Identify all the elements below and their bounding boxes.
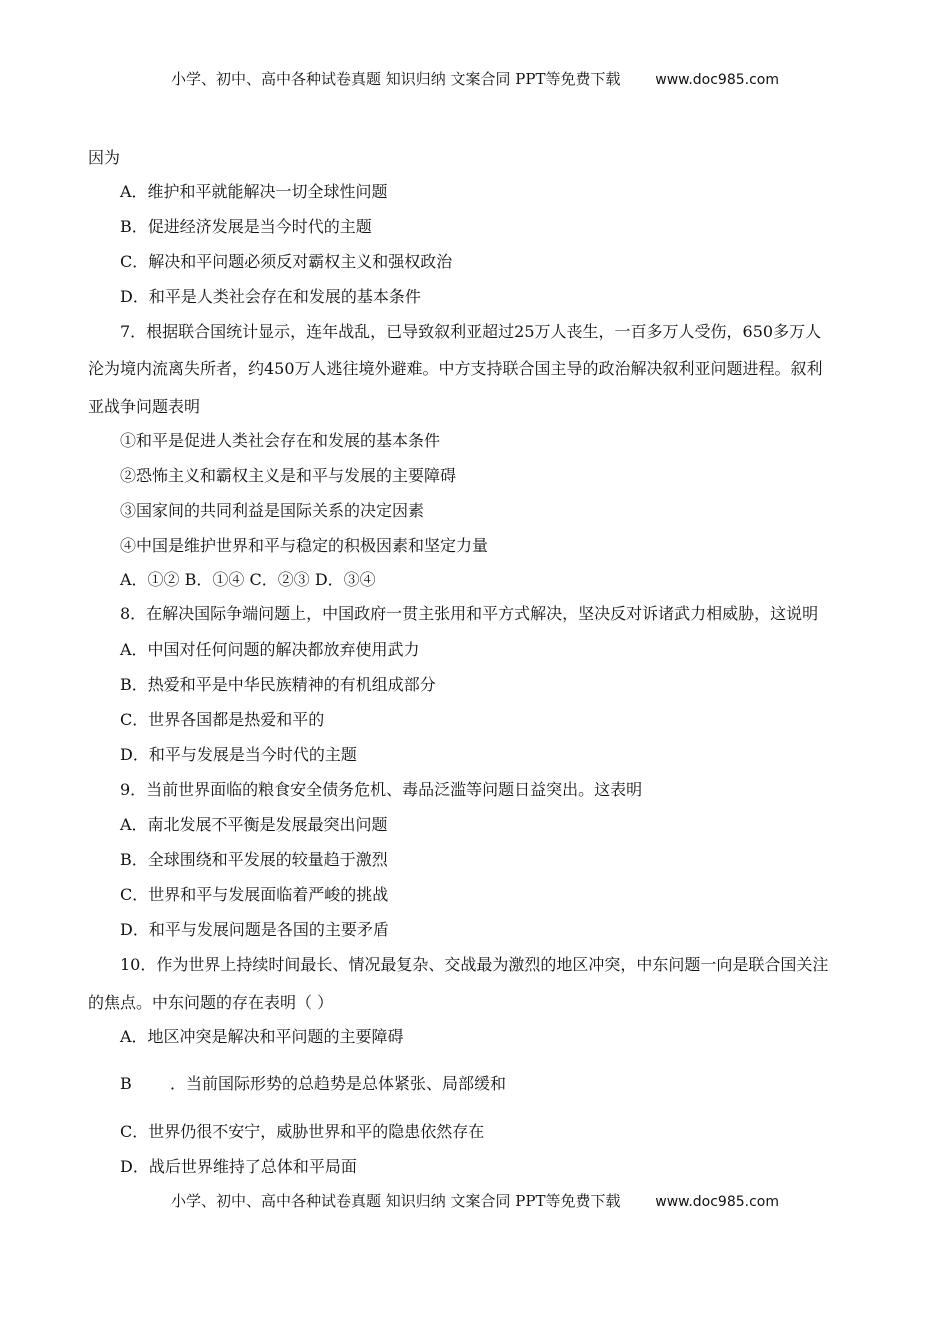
q8-option-c: C．世界各国都是热爱和平的 (120, 710, 325, 729)
q7-statement-1: ①和平是促进人类社会存在和发展的基本条件 (120, 431, 441, 450)
q6-option-d: D．和平是人类社会存在和发展的基本条件 (120, 287, 421, 306)
q10-option-a: A．地区冲突是解决和平问题的主要障碍 (120, 1027, 404, 1046)
q10-stem-line2: 的焦点。中东问题的存在表明（ ） (88, 993, 334, 1012)
q9-option-d: D．和平与发展问题是各国的主要矛盾 (120, 920, 389, 939)
q8-stem: 8．在解决国际争端问题上，中国政府一贯主张用和平方式解决，坚决反对诉诸武力相威胁，这说明 (120, 604, 819, 623)
q9-option-c: C．世界和平与发展面临着严峻的挑战 (120, 885, 389, 904)
q7-options: A．①② B．①④ C．②③ D．③④ (120, 570, 376, 589)
q6-option-b: B．促进经济发展是当今时代的主题 (120, 217, 372, 236)
q6-option-c: C．解决和平问题必须反对霸权主义和强权政治 (120, 252, 453, 271)
page-footer (0, 1190, 950, 1211)
q7-stem-line2: 沦为境内流离失所者，约450万人逃往境外避难。中方支持联合国主导的政治解决叙利亚问题进程。叙利 (88, 359, 823, 378)
q8-option-b: B．热爱和平是中华民族精神的有机组成部分 (120, 675, 436, 694)
footer-site: www.doc985.com (655, 1194, 780, 1210)
q8-option-d: D．和平与发展是当今时代的主题 (120, 745, 357, 764)
q7-statement-2: ②恐怖主义和霸权主义是和平与发展的主要障碍 (120, 466, 457, 485)
q7-stem-line1: 7．根据联合国统计显示，连年战乱，已导致叙利亚超过25万人丧生，一百多万人受伤，650多万人 (120, 322, 822, 341)
q7-statement-3: ③国家间的共同利益是国际关系的决定因素 (120, 501, 425, 520)
q9-option-a: A．南北发展不平衡是发展最突出问题 (120, 815, 388, 834)
q10-option-b: ．当前国际形势的总趋势是总体紧张、局部缓和 (170, 1074, 507, 1093)
q10-option-c: C．世界仍很不安宁，威胁世界和平的隐患依然存在 (120, 1122, 485, 1141)
header-site: www.doc985.com (655, 72, 780, 88)
q10-option-d: D．战后世界维持了总体和平局面 (120, 1157, 357, 1176)
q6-option-a: A．维护和平就能解决一切全球性问题 (120, 182, 388, 201)
header-text: 小学、初中、高中各种试卷真题 知识归纳 文案合同 PPT等免费下载 (170, 70, 621, 88)
q10-stem-line1: 10．作为世界上持续时间最长、情况最复杂、交战最为激烈的地区冲突，中东问题一向是联合国关注 (120, 955, 829, 974)
q9-option-b: B．全球围绕和平发展的较量趋于激烈 (120, 850, 388, 869)
q6-stem-tail: 因为 (88, 148, 121, 167)
q8-option-a: A．中国对任何问题的解决都放弃使用武力 (120, 640, 420, 659)
footer-text: 小学、初中、高中各种试卷真题 知识归纳 文案合同 PPT等免费下载 (170, 1192, 621, 1210)
q9-stem: 9．当前世界面临的粮食安全债务危机、毒品泛滥等问题日益突出。这表明 (120, 780, 643, 799)
page-header (0, 68, 950, 89)
q10-option-b-letter: B (120, 1074, 132, 1093)
q7-stem-line3: 亚战争问题表明 (88, 397, 201, 416)
q7-statement-4: ④中国是维护世界和平与稳定的积极因素和坚定力量 (120, 536, 489, 555)
